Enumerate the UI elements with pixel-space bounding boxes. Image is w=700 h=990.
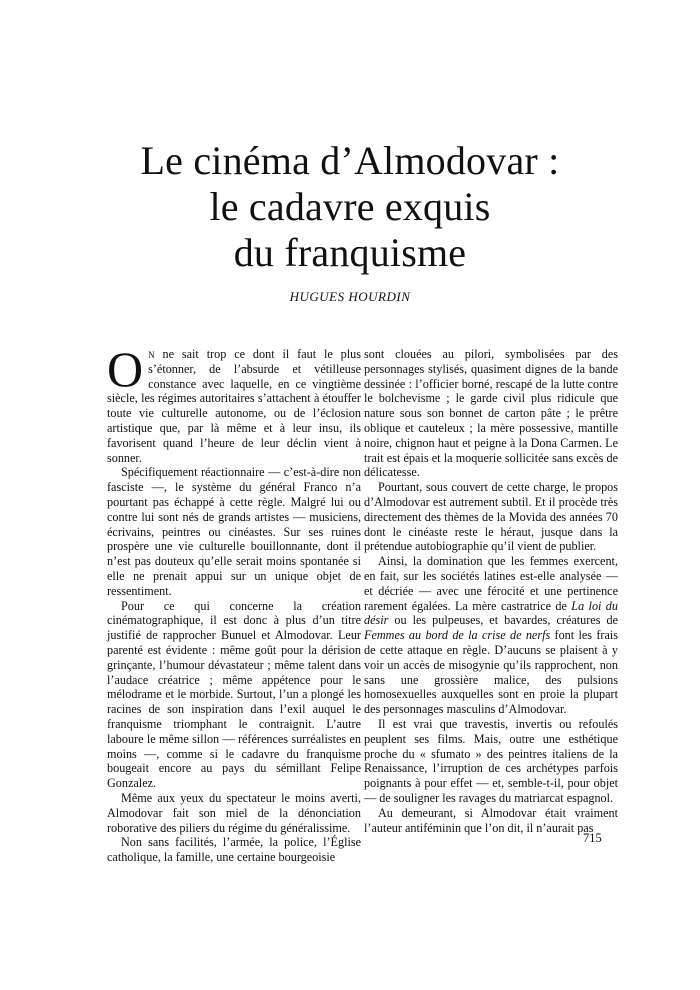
- paragraph: Au demeurant, si Almodovar était vraiment l’auteur antiféminin que l’on dit, il n’aurait pas: [364, 805, 618, 835]
- title-line-2: le cadavre exquis: [209, 184, 491, 229]
- text-column-right: [364, 347, 618, 835]
- paragraph: Pourtant, sous couvert de cette charge, le propos d’Almodovar est autrement subtil. Et il procède très directement des thèmes de la Movida des années 70 dont le cinéaste reste le héraut, jusque dans la prétendue autobiographie qu’il vient de publier.: [364, 480, 618, 554]
- title-line-1: Le cinéma d’Almodovar :: [140, 138, 560, 183]
- paragraph: Même aux yeux du spectateur le moins averti, Almodovar fait son miel de la dénonciation roborative des piliers du régime du généralissime.: [107, 790, 361, 835]
- title-line-3: du franquisme: [233, 230, 467, 275]
- article-title: [0, 138, 700, 276]
- film-title: Femmes au bord de la crise de nerfs: [364, 628, 551, 643]
- lead-in: n: [148, 347, 155, 361]
- paragraph: Il est vrai que travestis, invertis ou refoulés peuplent ses films. Mais, outre une esthétique proche du « sfumato » des peintres italiens de la Renaissance, l’irruption de ces archétypes parfois poignants à pour effet — et, semble-t-il, pour objet — de souligner les ravages du matriarcat espagnol.: [364, 716, 618, 805]
- paragraph: Non sans facilités, l’armée, la police, l’Église catholique, la famille, une certaine bourgeoisie: [107, 835, 361, 865]
- author-name: HUGUES HOURDIN: [289, 289, 411, 304]
- film-title: La loi du désir: [364, 598, 618, 628]
- paragraph-text: font les frais de cette attaque en règle. D’aucuns se plaisent à y voir un accès de misogynie qu’ils rapprochent, non sans une grossière malice, des pulsions homosexuelles auxquelles sont en proie la plupart des personnages masculins d’Almodovar.: [364, 628, 619, 717]
- drop-cap: O: [107, 341, 144, 397]
- page-number: 715: [583, 831, 602, 845]
- paragraph: Pour ce qui concerne la création cinématographique, il est donc à plus d’un titre justifié de rapprocher Bunuel et Almodovar. Leur parenté est évidente : même goût pour la dérision grinçante, l’humour dévastateur ; même talent dans l’audace créatrice ; même appétence pour le mélodrame et le morbide. Surtout, l’un a plongé les racines de son inspiration dans l’exil auquel le franquisme triomphant le contraignit. L’autre laboure le même sillon — références surréalistes en moins —, comme si le cadavre du franquisme bougeait encore au pays du sémillant Felipe Gonzalez.: [107, 598, 361, 791]
- paragraph: [364, 554, 618, 717]
- text-column-left: [107, 341, 361, 865]
- paragraph: Spécifiquement réactionnaire — c’est-à-dire non fasciste —, le système du général Franco n’a pourtant pas échappé à cette règle. Malgré lui ou contre lui sont nés de grands artistes — musiciens, écrivains, peintres ou cinéastes. Sur ses ruines prospère une vie culturelle bouillonnante, dont il n’est pas douteux qu’elle serait moins spontanée si elle ne prenait appui sur un unique objet de ressentiment.: [107, 465, 361, 598]
- paragraph-text: ne sait trop ce dont il faut le plus s’étonner, de l’absurde et vétilleuse constance avec laquelle, en ce vingtième siècle, les régimes autoritaires s’attachent à étouffer toute vie culturelle autonome, ou de l’éclosion artistique que, par là même et à leur insu, ils favorisent quand l’heure de leur déclin vient à sonner.: [107, 347, 361, 465]
- paragraph: [107, 341, 361, 465]
- paragraph: sont clouées au pilori, symbolisées par des personnages stylisés, quasiment dignes de la bande dessinée : l’officier borné, rescapé de la lutte contre le bolchevisme ; le garde civil plus ridicule que nature sous son bonnet de carton pâte ; le prêtre oblique et cauteleux ; la mère possessive, mantille noire, chignon haut et peigne à la Dona Carmen. Le trait est épais et la moquerie sollicitée sans excès de délicatesse.: [364, 347, 618, 480]
- paragraph-text: Ainsi, la domination que les femmes exercent, en fait, sur les sociétés latines est-elle analysée — et décriée — avec une férocité et une pertinence rarement égalées. La mère castratrice de: [364, 554, 618, 613]
- paragraph-text: ou les pulpeuses, et bavardes, créatures de: [388, 613, 618, 628]
